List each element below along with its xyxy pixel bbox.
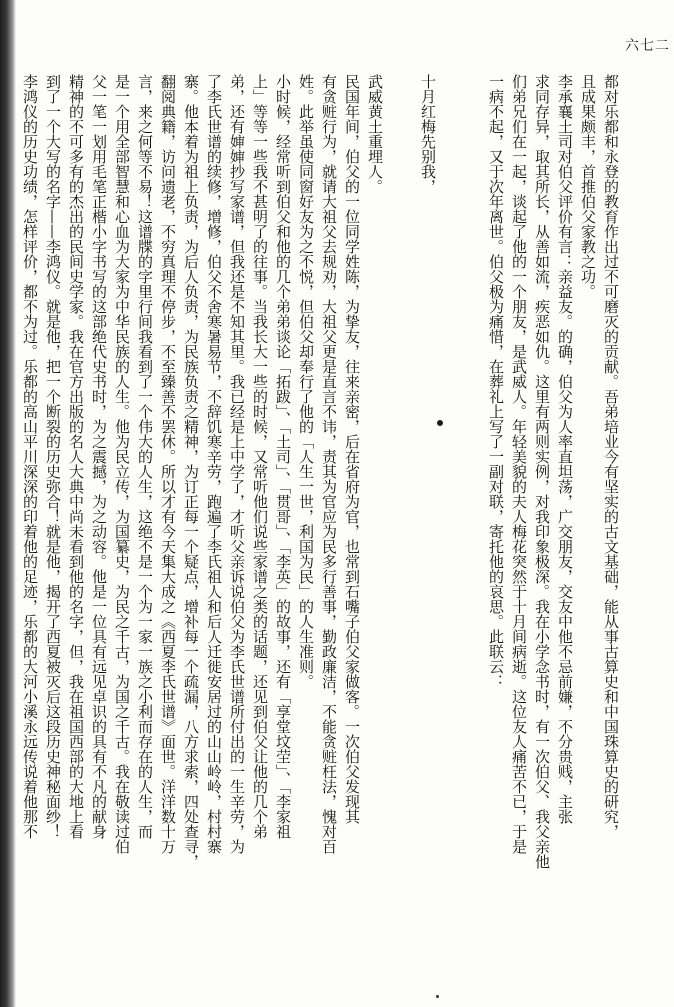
text-column: 求同存异，取其所长，从善如流，疾恶如仇。这里有两则实例，对我印象极深。我在小学念书时，有一次伯父、我父亲他 (533, 74, 551, 869)
text-column: 弟，还有婶婶抄写家谱，但我还是不知其里。我已经是上中学了，才听父亲诉说伯父为李氏世谱所付出的一生辛劳，为 (228, 74, 246, 854)
text-column: 都对乐都和永登的教育作出过不可磨灭的贡献。吾弟培业今有坚实的古文基础，能从事古算史和中国珠算史的研究， (602, 74, 620, 839)
text-column: 言，来之何等不易！这谱牒的字里行间我看到了一个伟大的人生，这绝不是一个为一家一族之小利而存在的人生，而 (136, 74, 154, 839)
text-column: 有贪赃行为，就请大祖父去规劝，大祖父更是直言不讳，责其为官应为民多行善事，勤政廉洁，不能贪赃枉法，愧对百 (320, 74, 338, 854)
text-column: 上」等等一些我不甚明了的往事。当我长大一些的时候，又常听他们说些家谱之类的话题，还见到伯父让他的几个弟 (251, 74, 269, 839)
vertical-text-body (21, 74, 622, 980)
ink-speck-mark (436, 995, 439, 998)
text-column: 父一笔一划用毛笔正楷小字书写的这部绝代史书时，为之震撼，为之动容。他是一位具有远见卓识的具有不凡的献身 (90, 74, 108, 839)
text-column: 姓。此举虽使同窗好友为之不悦，但伯父却奉行了他的「人生一世，利国为民」的人生准则。 (297, 74, 315, 689)
text-column: 且成果颇丰，首推伯父家教之功。 (579, 74, 597, 299)
text-column: 一病不起，又于次年离世。伯父极为痛惜，在葬礼上写了一副对联，寄托他的哀思。此联云： (487, 74, 505, 689)
binding-shadow (0, 0, 16, 1007)
text-column: 是一个用全部智慧和心血为大家为中华民族的人生。他为民立传，为国纂史，为民之千古，为国之千古。我在敬读过伯 (113, 74, 131, 854)
text-column: 了李氏世谱的续修，增修，伯父不舍寒暑易节，不辞饥寒辛劳，跑遍了李氏祖人和后人迁徙安居过的山山岭岭，村村寨 (205, 74, 223, 854)
text-column: 翻阅典籍，访问遗老，不穷真理不停步，不至臻善不罢休。所以才有今天集大成之《西夏李氏世谱》面世。洋洋数十万 (159, 74, 177, 854)
text-column: 们弟兄们在一起，谈起了他的一个朋友，是武威人。年轻美貌的夫人梅花突然于十月间病逝。这位友人痛苦不已，于是 (510, 74, 528, 854)
couplet-line-second: 武威黄土重埋人。 (366, 74, 384, 194)
page-number: 六七二 (625, 38, 670, 54)
text-column: 精神的不可多有的杰出的民间史学家。我在官方出版的名人大典中尚未看到他的名字，但，我在祖国西部的大地上看 (67, 74, 85, 839)
text-column: 民国年间，伯父的一位同学姓陈，为挚友，往来亲密，后在省府为官，也常到石嘴子伯父家做客。一次伯父发现其 (343, 74, 361, 824)
text-column: 寨。他本着为祖上负责，为后人负责，为民族负责之精神，为订正每一个疑点，增补每一个疏漏，八方求索，四处查寻， (182, 74, 200, 869)
text-column: 李鸿仪的历史功绩，怎样评价，都不为过。乐都的高山平川深深的印着他的足迹，乐都的大河小溪永远传说着他那不 (21, 74, 39, 839)
text-column: 李承襄土司对伯父评价有言：亲益友。的确，伯父为人率直坦荡，广交朋友，交友中他不忌前嫌，不分贵贱，主张 (556, 74, 574, 824)
text-column: 小时候，经常听到伯父和他的几个弟弟谈论「拓跋」、「土司」、「贯哥」、「李英」的故事，还有「享堂坟茔」、「李家祖 (274, 74, 292, 839)
couplet-line-first: 十月红梅先别我， (419, 74, 437, 194)
text-column: 到了一个大写的名字——李鸿仪。就是他，把一个断裂的历史弥合！就是他，揭开了西夏被灭后这段历史神秘面纱！ (44, 74, 62, 839)
ink-dot-mark (437, 420, 443, 426)
